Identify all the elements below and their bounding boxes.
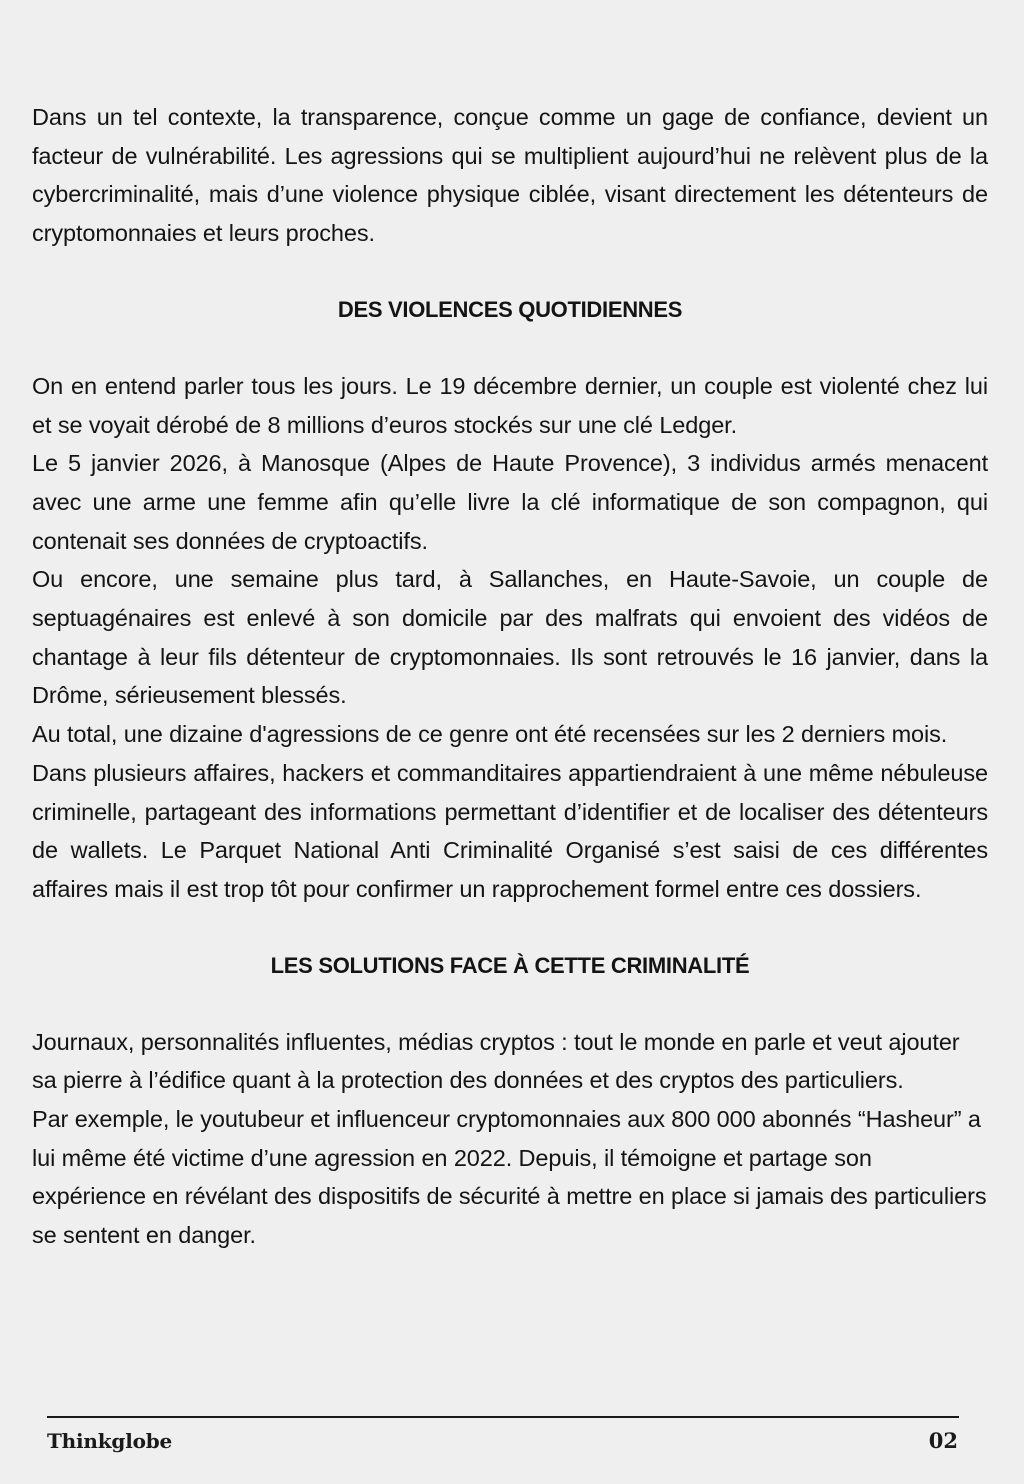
paragraph-journaux: Journaux, personnalités influentes, médias cryptos : tout le monde en parle et veut ajouter sa pierre à l’édifice quant à la protection des données et des cryptos des particuliers. bbox=[32, 1028, 960, 1094]
paragraph-sallanches: Ou encore, une semaine plus tard, à Sallanches, en Haute-Savoie, un couple de septuagénaires est enlevé à son domicile par des malfrats qui envoient des vidéos de chantage à leur fils détenteur de cryptomonnaies. Ils sont retrouvés le 16 janvier, dans la Drôme, sérieusement blessés. bbox=[32, 566, 988, 709]
spacer bbox=[32, 909, 988, 947]
paragraph-hasheur: Par exemple, le youtubeur et influenceur cryptomonnaies aux 800 000 abonnés “Hasheur” a lui même été victime d’une agression en 2022. Depuis, il témoigne et partage son expérience en révélant des dispositifs de sécurité à mettre en place si jamais des particuliers se sentent en danger. bbox=[32, 1106, 987, 1249]
section-heading-violences: DES VIOLENCES QUOTIDIENNES bbox=[337, 296, 683, 322]
spacer bbox=[32, 985, 988, 1023]
footer-divider bbox=[47, 1416, 959, 1418]
spacer bbox=[32, 329, 988, 367]
footer-brand-name: Thinkglobe bbox=[47, 1429, 173, 1453]
paragraph-nebuleuse: Dans plusieurs affaires, hackers et commanditaires appartiendraient à une même nébuleuse criminelle, partageant des informations permettant d’identifier et de localiser des détenteurs de wallets. Le Parquet National Anti Criminalité Organisé s’est saisi de ces différentes affaires mais il est trop tôt pour confirmer un rapprochement formel entre ces dossiers. bbox=[32, 759, 988, 902]
spacer bbox=[32, 253, 988, 291]
section-heading-solutions: LES SOLUTIONS FACE À CETTE CRIMINALITÉ bbox=[270, 952, 750, 978]
article-body bbox=[32, 98, 988, 1255]
intro-paragraph: Dans un tel contexte, la transparence, conçue comme un gage de confiance, devient un facteur de vulnérabilité. Les agressions qui se multiplient aujourd’hui ne relèvent plus de la cybercriminalité, mais d’une violence physique ciblée, visant directement les détenteurs de cryptomonnaies et leurs proches. bbox=[32, 104, 988, 247]
paragraph-manosque: Le 5 janvier 2026, à Manosque (Alpes de Haute Provence), 3 individus armés menacent avec une arme une femme afin qu’elle livre la clé informatique de son compagnon, qui contenait ses données de cryptoactifs. bbox=[32, 450, 988, 554]
paragraph-ledger-theft: On en entend parler tous les jours. Le 19 décembre dernier, un couple est violenté chez lui et se voyait dérobé de 8 millions d’euros stockés sur une clé Ledger. bbox=[32, 372, 988, 438]
page-number: 02 bbox=[928, 1428, 958, 1453]
paragraph-total-agressions: Au total, une dizaine d'agressions de ce genre ont été recensées sur les 2 derniers mois. bbox=[32, 721, 948, 748]
